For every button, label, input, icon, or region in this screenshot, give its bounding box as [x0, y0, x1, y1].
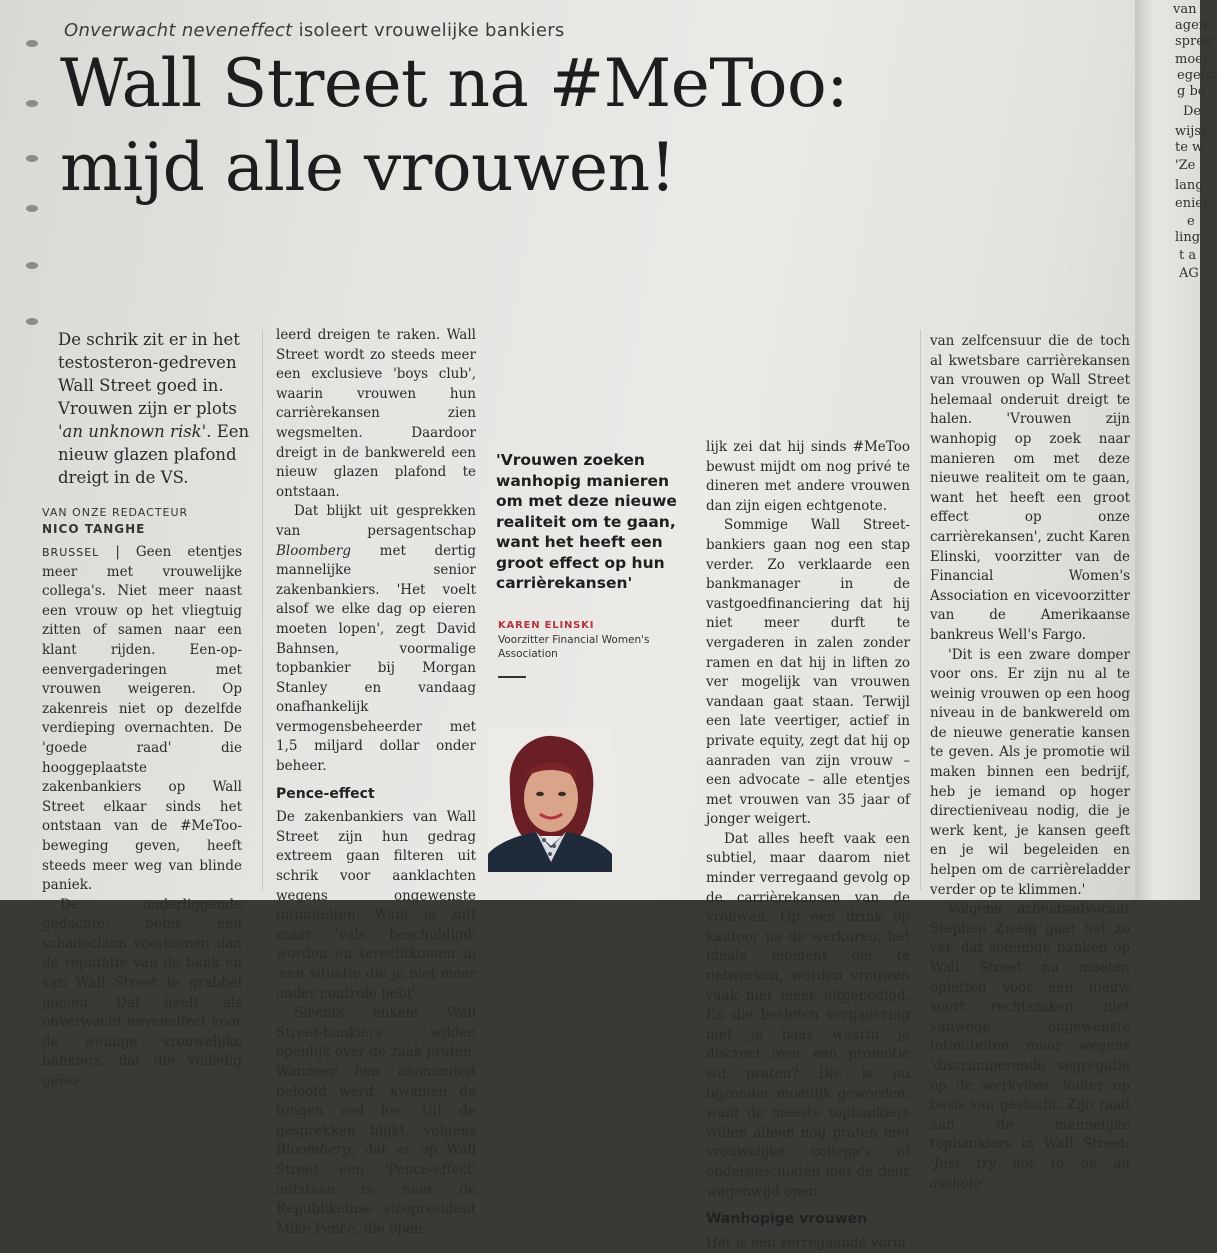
- paragraph: [276, 1004, 476, 1239]
- staple-hole: [26, 155, 38, 162]
- paragraph: De onderliggende gedachte: beter een schadeclaim voorkomen dan de reputatie van de bank en van Wall Street te grabbel gooien. Dat heeft als onverwacht neveneffect voor de weinige vrouwelijke bankiers, dat die volledig geïso-: [42, 896, 242, 1090]
- headline: [60, 42, 848, 210]
- headline-line-1: Wall Street na #MeToo:: [60, 45, 848, 122]
- paragraph: leerd dreigen te raken. Wall Street wordt zo steeds meer een exclusieve 'boys club', waarin vrouwen hun carrièrekansen zien wegsmelten. Daardoor dreigt in de bankwereld een nieuw glazen plafond te ontstaan.: [276, 327, 476, 500]
- kicker-italic: Onverwacht neveneffect: [64, 20, 293, 41]
- staple-hole: [26, 262, 38, 269]
- lede: [58, 328, 258, 489]
- staple-hole: [26, 40, 38, 47]
- paragraph-text: Volgens arbeidsadvocaat Stephen Zweig gaat het zo ver, dat sommige banken op Wall Street nu moeten opletten voor een nieuw soort rechtszaken: niet vanwege ongewenste intimiteiten maar wegens 'discriminerende segregatie op de werkvloer, louter op basis van geslacht. Zijn raad aan de mannelijke topbankiers in Wall Street:: [930, 901, 1130, 1153]
- lede-italic: 'an unknown risk': [58, 422, 207, 441]
- column-2: [276, 326, 476, 1239]
- column-divider: [262, 330, 263, 890]
- edge-text: wijst: [1175, 124, 1207, 139]
- edge-text: De: [1183, 104, 1202, 119]
- column-divider: [920, 330, 921, 890]
- kicker: [64, 20, 565, 41]
- kicker-rest: isoleert vrouwelijke bankiers: [292, 20, 565, 41]
- quote-rule: [498, 676, 526, 678]
- edge-text: agen: [1175, 18, 1208, 33]
- quote-author: KAREN ELINSKI: [498, 620, 595, 631]
- column-4: [930, 332, 1130, 1194]
- dateline: BRUSSEL: [42, 546, 100, 559]
- edge-text: e: [1187, 214, 1195, 229]
- quote-role: Voorzitter Financial Women's Association: [498, 634, 650, 660]
- edge-text: sprek: [1175, 34, 1212, 49]
- paragraph: Dat alles heeft vaak een subtiel, maar daarom niet minder verregaand gevolg op de carrièrekansen van de vrouwen. Op een drink op kantoor na de werkuren, het ideale moment om te netwerken, worden vrouwen vaak niet meer uitgenodigd. En die besloten vergadering met je baas waarin je discreet over een promotie wil praten? Die is nu bijzonder moeilijk geworden, want de meeste topbankiers willen alleen nog praten met vrouwelijke collega's of ondergeschikten met de deur wagenwijd open.: [706, 830, 910, 1200]
- quote-italic: 'Just try not to be an asshole': [930, 1155, 1130, 1192]
- paragraph: [276, 502, 476, 776]
- byline: [42, 506, 188, 536]
- byline-label: VAN ONZE REDACTEUR: [42, 506, 189, 519]
- paragraph-text: Dat blijkt uit gesprekken van persagentschap: [276, 503, 476, 539]
- edge-text: lang: [1175, 178, 1204, 193]
- source-name: Bloomberg: [276, 542, 352, 559]
- paragraph: BRUSSEL | Geen etentjes meer met vrouwelijke collega's. Niet meer naast een vrouw op het vliegtuig zitten of samen naar een klant rijden. Een-op-eenvergaderingen met vrouwen weigeren. Op zakenreis niet op dezelfde verdieping overnachten. De 'goede raad' die hooggeplaatste zakenbankiers op Wall Street elkaar sinds het ontstaan van de #MeToo-beweging geven, heeft steeds meer weg van blinde paniek.: [42, 544, 242, 894]
- portrait-image: [488, 728, 612, 872]
- edge-text: AG: [1179, 266, 1199, 281]
- paragraph-text: Geen etentjes meer met vrouwelijke collega's. Niet meer naast een vrouw op het vliegtuig zitten of samen naar een klant rijden. Een-op-eenvergaderingen met vrouwen weigeren. Op zakenreis niet op dezelfde verdieping overnachten. De 'goede raad' die hooggeplaatste zakenbankiers op Wall Street elkaar sinds het ontstaan van de #MeToo-beweging geven, heeft steeds meer weg van blinde paniek.: [42, 544, 242, 894]
- edge-text: egelst: [1177, 68, 1217, 83]
- paragraph-text: Slechts enkele Wall Street-bankiers wilden openlijk over de zaak praten. Wanneer hen anonimiteit beloofd werd, kwamen de tongen wel los. Uit de gesprekken blijkt, volgens: [276, 1005, 476, 1139]
- headline-line-2: mijd alle vrouwen!: [60, 129, 676, 206]
- edge-text: 'Ze: [1175, 158, 1196, 173]
- paragraph: Het is een verregaande vorm: [706, 1234, 906, 1251]
- staple-hole: [26, 318, 38, 325]
- paragraph: [930, 900, 1130, 1194]
- paragraph: van zelfcensuur die de toch al kwetsbare carrièrekansen van vrouwen op Wall Street helemaal onderuit dreigt te halen. 'Vrouwen zijn wanhopig op zoek naar manieren om met deze nieuwe realiteit om te gaan, want het heeft een groot effect op onze carrièrekansen', zucht Karen Elinski, voorzitter van de Financial Women's Association en vicevoorzitter van de Amerikaanse bankreus Well's Fargo.: [930, 333, 1130, 643]
- edge-text: eniet: [1175, 196, 1209, 211]
- paragraph: lijk zei dat hij sinds #MeToo bewust mijdt om nog privé te dineren met andere vrouwen dan zijn eigen echtgenote.: [706, 439, 910, 514]
- paragraph: 'Dit is een zware domper voor ons. Er zijn nu al te weinig vrouwen op een hoog niveau in de bankwereld om de nieuwe generatie kansen te geven. Als je promotie wil maken binnen een bedrijf, heb je iemand op hoger directieniveau nodig, die je werk kent, je kansen geeft en je wil begeleiden en helpen om de carrièreladder verder op te klimmen.': [930, 646, 1130, 898]
- paragraph: De zakenbankiers van Wall Street zijn hun gedrag extreem gaan filteren uit schrik voor aanklachten wegens ongewenste intimiteiten. Want je zult maar 'vals beschuldigd' worden en terechtkomen in 'een situatie die je niet meer onder controle hebt'.: [276, 809, 476, 1002]
- edge-text: van: [1173, 2, 1197, 17]
- edge-text: t a: [1179, 248, 1197, 263]
- column-1: [42, 543, 242, 1092]
- byline-author: NICO TANGHE: [42, 522, 146, 536]
- column-3: [706, 438, 910, 1253]
- subhead: Pence-effect: [276, 785, 375, 802]
- staple-hole: [26, 100, 38, 107]
- edge-text: ling: [1175, 230, 1201, 245]
- portrait-photo: [488, 728, 612, 872]
- edge-text: te w: [1175, 140, 1204, 155]
- subhead: Wanhopige vrouwen: [706, 1211, 868, 1228]
- paragraph: Sommige Wall Street-bankiers gaan nog een stap verder. Zo verklaarde een bankmanager in de vastgoedfinanciering dat hij niet meer durft te vergaderen in zalen zonder ramen en dat hij in liften zo ver mogelijk van vrouwen vandaan gaat staan. Terwijl een late veertiger, actief in private equity, zegt dat hij op aanraden van zijn vrouw – een advocate – alle etentjes met vrouwen van 35 jaar of jonger weigert.: [706, 517, 910, 828]
- edge-text: g bo: [1177, 84, 1206, 99]
- lede-text-end: . Een nieuw glazen plafond dreigt in de VS.: [58, 422, 250, 487]
- staple-hole: [26, 205, 38, 212]
- lede-text: De schrik zit er in het testosteron-gedreven Wall Street goed in. Vrouwen zijn er plots: [58, 330, 240, 418]
- paragraph-text: met dertig mannelijke senior zakenbankiers. 'Het voelt alsof we elke dag op eieren moeten lopen', zegt David Bahnsen, voormalige topbankier bij Morgan Stanley en vandaag onafhankelijk vermogensbeheerder met 1,5 miljard dollar onder beheer.: [276, 542, 476, 775]
- source-name: Bloomberg: [276, 1142, 352, 1159]
- paragraph-text: , dat er op Wall Street een 'Pence-effect' ontstaan is, naar de Republikeinse vicepresident Mike Pence, die open-: [276, 1142, 476, 1237]
- adjacent-page-edge: [1135, 0, 1217, 900]
- paragraph-text: .: [984, 1175, 990, 1192]
- edge-text: moet: [1175, 52, 1209, 67]
- pull-quote: 'Vrouwen zoeken wanhopig manieren om met deze nieuwe realiteit om te gaan, want het heeft een groot effect op hun carrièrekansen': [496, 451, 677, 592]
